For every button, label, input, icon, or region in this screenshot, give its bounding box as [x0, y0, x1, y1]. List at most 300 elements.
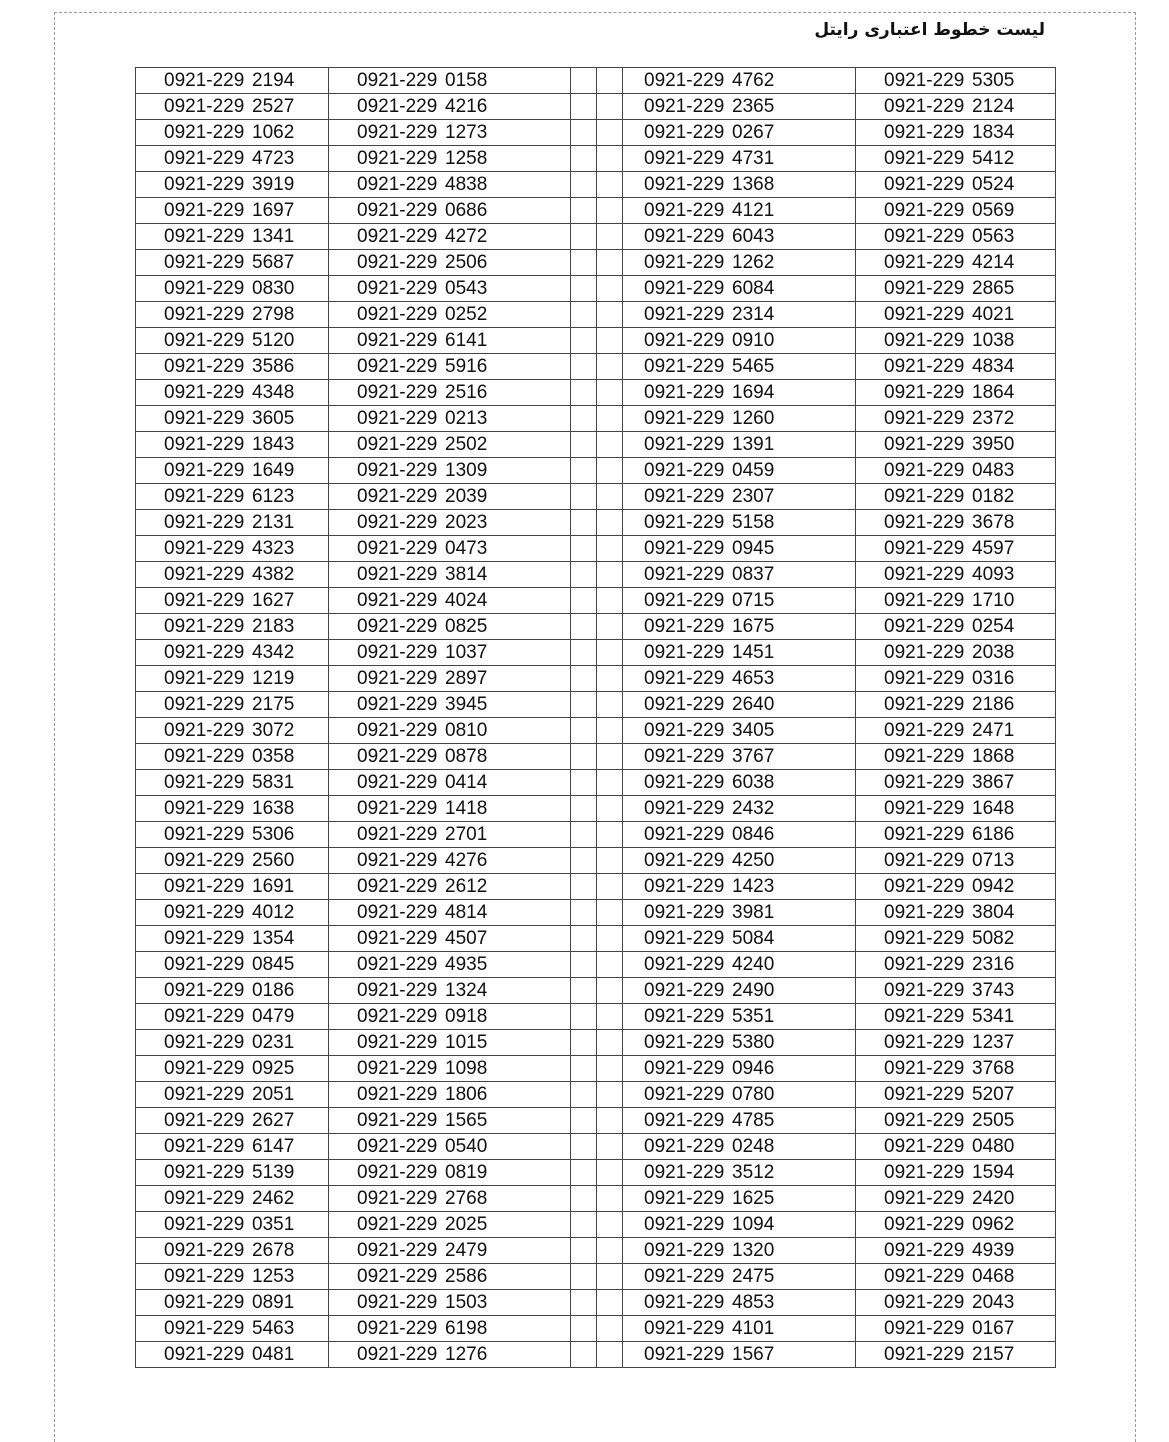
phone-suffix: 4382: [252, 564, 295, 585]
phone-suffix: 2314: [732, 304, 775, 325]
phone-suffix: 0254: [972, 616, 1015, 637]
phone-number-cell: [329, 1108, 571, 1134]
phone-number-cell: [623, 510, 856, 536]
phone-suffix: 1627: [252, 590, 295, 611]
empty-cell: [597, 1030, 623, 1056]
phone-number-cell: [329, 874, 571, 900]
empty-cell: [597, 588, 623, 614]
phone-suffix: 2490: [732, 980, 775, 1001]
phone-prefix: 0921-229: [164, 668, 245, 689]
phone-suffix: 0480: [972, 1136, 1015, 1157]
phone-prefix: 0921-229: [884, 252, 965, 273]
phone-number-cell: [856, 1082, 1056, 1108]
phone-suffix: 0358: [252, 746, 295, 767]
phone-number-cell: [856, 874, 1056, 900]
phone-suffix: 1697: [252, 200, 295, 221]
phone-prefix: 0921-229: [644, 1110, 725, 1131]
phone-prefix: 0921-229: [357, 200, 438, 221]
phone-number-cell: [856, 848, 1056, 874]
phone-prefix: 0921-229: [164, 772, 245, 793]
phone-number-cell: [856, 172, 1056, 198]
empty-cell: [597, 822, 623, 848]
empty-cell: [597, 1108, 623, 1134]
phone-number-cell: [136, 1186, 329, 1212]
phone-number-cell: [136, 198, 329, 224]
phone-prefix: 0921-229: [884, 590, 965, 611]
phone-prefix: 0921-229: [164, 96, 245, 117]
phone-number-cell: [856, 718, 1056, 744]
phone-suffix: 2175: [252, 694, 295, 715]
table-row: [136, 120, 1056, 146]
phone-suffix: 1273: [445, 122, 488, 143]
phone-prefix: 0921-229: [884, 668, 965, 689]
phone-number-cell: [623, 900, 856, 926]
phone-suffix: 5306: [252, 824, 295, 845]
phone-prefix: 0921-229: [164, 1136, 245, 1157]
phone-prefix: 0921-229: [164, 174, 245, 195]
phone-number-cell: [329, 354, 571, 380]
phone-suffix: 4342: [252, 642, 295, 663]
table-row: [136, 1342, 1056, 1368]
phone-suffix: 2039: [445, 486, 488, 507]
phone-number-cell: [329, 328, 571, 354]
phone-suffix: 0182: [972, 486, 1015, 507]
phone-number-cell: [329, 250, 571, 276]
phone-suffix: 1320: [732, 1240, 775, 1261]
phone-number-cell: [136, 718, 329, 744]
phone-prefix: 0921-229: [644, 1162, 725, 1183]
phone-prefix: 0921-229: [884, 1136, 965, 1157]
phone-prefix: 0921-229: [357, 564, 438, 585]
phone-suffix: 0715: [732, 590, 775, 611]
phone-number-cell: [329, 1134, 571, 1160]
phone-prefix: 0921-229: [644, 798, 725, 819]
phone-number-cell: [329, 848, 571, 874]
phone-number-cell: [623, 1160, 856, 1186]
phone-suffix: 2640: [732, 694, 775, 715]
phone-prefix: 0921-229: [644, 564, 725, 585]
phone-prefix: 0921-229: [164, 304, 245, 325]
phone-suffix: 4939: [972, 1240, 1015, 1261]
phone-prefix: 0921-229: [884, 1188, 965, 1209]
phone-suffix: 2560: [252, 850, 295, 871]
phone-prefix: 0921-229: [884, 1084, 965, 1105]
phone-prefix: 0921-229: [884, 954, 965, 975]
phone-suffix: 0830: [252, 278, 295, 299]
phone-number-cell: [856, 1212, 1056, 1238]
phone-number-cell: [856, 406, 1056, 432]
empty-cell: [597, 926, 623, 952]
phone-number-cell: [136, 848, 329, 874]
phone-suffix: 0846: [732, 824, 775, 845]
empty-cell: [571, 874, 597, 900]
phone-suffix: 1015: [445, 1032, 488, 1053]
phone-number-cell: [136, 926, 329, 952]
phone-suffix: 0910: [732, 330, 775, 351]
phone-number-cell: [856, 302, 1056, 328]
phone-prefix: 0921-229: [644, 1006, 725, 1027]
phone-suffix: 0918: [445, 1006, 488, 1027]
empty-cell: [597, 1264, 623, 1290]
phone-prefix: 0921-229: [644, 174, 725, 195]
phone-suffix: 4101: [732, 1318, 775, 1339]
phone-suffix: 0213: [445, 408, 488, 429]
empty-cell: [597, 1160, 623, 1186]
empty-cell: [597, 120, 623, 146]
empty-cell: [571, 198, 597, 224]
phone-suffix: 4012: [252, 902, 295, 923]
empty-cell: [571, 94, 597, 120]
phone-number-cell: [856, 198, 1056, 224]
empty-cell: [571, 432, 597, 458]
phone-suffix: 5158: [732, 512, 775, 533]
phone-number-cell: [623, 1290, 856, 1316]
empty-cell: [571, 1316, 597, 1342]
phone-number-cell: [329, 770, 571, 796]
empty-cell: [597, 1082, 623, 1108]
phone-number-cell: [136, 900, 329, 926]
phone-number-cell: [623, 536, 856, 562]
phone-prefix: 0921-229: [884, 1344, 965, 1365]
phone-number-cell: [856, 432, 1056, 458]
empty-cell: [597, 562, 623, 588]
phone-prefix: 0921-229: [884, 304, 965, 325]
phone-number-cell: [623, 770, 856, 796]
phone-suffix: 5465: [732, 356, 775, 377]
empty-cell: [571, 1030, 597, 1056]
phone-prefix: 0921-229: [357, 174, 438, 195]
empty-cell: [597, 1238, 623, 1264]
phone-number-cell: [856, 146, 1056, 172]
phone-number-cell: [856, 510, 1056, 536]
phone-suffix: 3919: [252, 174, 295, 195]
phone-number-cell: [136, 1264, 329, 1290]
phone-suffix: 5380: [732, 1032, 775, 1053]
phone-number-cell: [623, 822, 856, 848]
phone-suffix: 0231: [252, 1032, 295, 1053]
empty-cell: [571, 718, 597, 744]
phone-suffix: 0878: [445, 746, 488, 767]
phone-number-cell: [856, 94, 1056, 120]
phone-number-cell: [136, 562, 329, 588]
phone-number-cell: [623, 874, 856, 900]
phone-suffix: 1260: [732, 408, 775, 429]
phone-number-cell: [856, 744, 1056, 770]
phone-suffix: 4935: [445, 954, 488, 975]
phone-suffix: 6186: [972, 824, 1015, 845]
phone-suffix: 0459: [732, 460, 775, 481]
table-row: [136, 1030, 1056, 1056]
phone-suffix: 1565: [445, 1110, 488, 1131]
phone-number-cell: [856, 1316, 1056, 1342]
phone-prefix: 0921-229: [644, 434, 725, 455]
table-row: [136, 406, 1056, 432]
phone-suffix: 4785: [732, 1110, 775, 1131]
phone-prefix: 0921-229: [884, 850, 965, 871]
phone-number-cell: [136, 224, 329, 250]
empty-cell: [571, 354, 597, 380]
phone-number-cell: [329, 692, 571, 718]
table-row: [136, 770, 1056, 796]
phone-suffix: 4021: [972, 304, 1015, 325]
phone-suffix: 3678: [972, 512, 1015, 533]
phone-prefix: 0921-229: [357, 278, 438, 299]
phone-number-cell: [623, 484, 856, 510]
phone-number-cell: [329, 458, 571, 484]
phone-prefix: 0921-229: [884, 902, 965, 923]
phone-number-cell: [136, 120, 329, 146]
empty-cell: [597, 1056, 623, 1082]
phone-number-cell: [136, 1056, 329, 1082]
phone-prefix: 0921-229: [357, 70, 438, 91]
empty-cell: [571, 952, 597, 978]
phone-prefix: 0921-229: [164, 512, 245, 533]
phone-prefix: 0921-229: [357, 304, 438, 325]
phone-number-cell: [623, 848, 856, 874]
empty-cell: [571, 276, 597, 302]
phone-suffix: 6141: [445, 330, 488, 351]
phone-suffix: 2462: [252, 1188, 295, 1209]
empty-cell: [571, 770, 597, 796]
phone-suffix: 0481: [252, 1344, 295, 1365]
phone-suffix: 5341: [972, 1006, 1015, 1027]
phone-suffix: 2865: [972, 278, 1015, 299]
phone-prefix: 0921-229: [357, 1058, 438, 1079]
table-row: [136, 1108, 1056, 1134]
phone-prefix: 0921-229: [884, 148, 965, 169]
phone-prefix: 0921-229: [357, 252, 438, 273]
phone-prefix: 0921-229: [884, 642, 965, 663]
phone-suffix: 6038: [732, 772, 775, 793]
phone-prefix: 0921-229: [164, 148, 245, 169]
phone-number-cell: [623, 718, 856, 744]
phone-number-cell: [856, 900, 1056, 926]
phone-suffix: 0248: [732, 1136, 775, 1157]
phone-prefix: 0921-229: [357, 876, 438, 897]
phone-number-cell: [329, 1264, 571, 1290]
phone-number-cell: [856, 926, 1056, 952]
phone-prefix: 0921-229: [164, 850, 245, 871]
phone-suffix: 0186: [252, 980, 295, 1001]
phone-number-cell: [329, 1004, 571, 1030]
phone-prefix: 0921-229: [644, 1084, 725, 1105]
table-row: [136, 1186, 1056, 1212]
phone-suffix: 0468: [972, 1266, 1015, 1287]
phone-prefix: 0921-229: [644, 70, 725, 91]
phone-suffix: 0524: [972, 174, 1015, 195]
phone-prefix: 0921-229: [164, 486, 245, 507]
phone-suffix: 1038: [972, 330, 1015, 351]
phone-prefix: 0921-229: [884, 616, 965, 637]
phone-number-cell: [623, 692, 856, 718]
empty-cell: [571, 1290, 597, 1316]
phone-number-cell: [136, 484, 329, 510]
phone-suffix: 4507: [445, 928, 488, 949]
empty-cell: [597, 328, 623, 354]
empty-cell: [571, 692, 597, 718]
table-row: [136, 640, 1056, 666]
phone-suffix: 0845: [252, 954, 295, 975]
phone-number-cell: [623, 406, 856, 432]
phone-prefix: 0921-229: [164, 694, 245, 715]
phone-suffix: 0563: [972, 226, 1015, 247]
empty-cell: [597, 744, 623, 770]
table-row: [136, 874, 1056, 900]
phone-suffix: 2372: [972, 408, 1015, 429]
phone-number-cell: [329, 978, 571, 1004]
phone-number-cell: [329, 562, 571, 588]
phone-number-cell: [856, 796, 1056, 822]
empty-cell: [597, 1316, 623, 1342]
phone-prefix: 0921-229: [164, 1266, 245, 1287]
phone-prefix: 0921-229: [644, 928, 725, 949]
phone-prefix: 0921-229: [357, 1084, 438, 1105]
phone-suffix: 1354: [252, 928, 295, 949]
phone-number-cell: [136, 1134, 329, 1160]
phone-prefix: 0921-229: [884, 356, 965, 377]
phone-number-cell: [136, 1160, 329, 1186]
phone-prefix: 0921-229: [357, 824, 438, 845]
table-row: [136, 718, 1056, 744]
table-row: [136, 978, 1056, 1004]
phone-suffix: 5305: [972, 70, 1015, 91]
phone-suffix: 2365: [732, 96, 775, 117]
phone-prefix: 0921-229: [644, 304, 725, 325]
phone-prefix: 0921-229: [164, 1344, 245, 1365]
phone-prefix: 0921-229: [884, 564, 965, 585]
phone-suffix: 1648: [972, 798, 1015, 819]
empty-cell: [571, 1056, 597, 1082]
phone-number-cell: [856, 1290, 1056, 1316]
empty-cell: [597, 458, 623, 484]
phone-suffix: 2701: [445, 824, 488, 845]
phone-number-cell: [329, 1030, 571, 1056]
phone-suffix: 1309: [445, 460, 488, 481]
empty-cell: [597, 172, 623, 198]
empty-cell: [597, 874, 623, 900]
phone-number-cell: [136, 1082, 329, 1108]
phone-prefix: 0921-229: [357, 1240, 438, 1261]
phone-number-cell: [623, 978, 856, 1004]
phone-number-cell: [856, 770, 1056, 796]
phone-suffix: 1276: [445, 1344, 488, 1365]
phone-suffix: 5687: [252, 252, 295, 273]
phone-suffix: 1691: [252, 876, 295, 897]
empty-cell: [597, 380, 623, 406]
phone-number-cell: [136, 796, 329, 822]
phone-prefix: 0921-229: [357, 512, 438, 533]
empty-cell: [597, 432, 623, 458]
phone-prefix: 0921-229: [357, 772, 438, 793]
phone-prefix: 0921-229: [644, 1058, 725, 1079]
phone-number-cell: [623, 926, 856, 952]
phone-suffix: 1258: [445, 148, 488, 169]
page-title: لیست خطوط اعتباری رایتل: [814, 20, 1045, 40]
phone-suffix: 2420: [972, 1188, 1015, 1209]
table-row: [136, 926, 1056, 952]
phone-number-cell: [136, 770, 329, 796]
phone-number-cell: [329, 1186, 571, 1212]
phone-number-cell: [623, 146, 856, 172]
phone-number-cell: [856, 1342, 1056, 1368]
phone-suffix: 2307: [732, 486, 775, 507]
empty-cell: [597, 692, 623, 718]
phone-prefix: 0921-229: [884, 408, 965, 429]
phone-number-cell: [136, 588, 329, 614]
phone-prefix: 0921-229: [164, 954, 245, 975]
phone-suffix: 2131: [252, 512, 295, 533]
phone-prefix: 0921-229: [644, 486, 725, 507]
phone-number-cell: [329, 1212, 571, 1238]
phone-suffix: 1451: [732, 642, 775, 663]
phone-number-cell: [329, 120, 571, 146]
phone-number-cell: [856, 822, 1056, 848]
empty-cell: [597, 1186, 623, 1212]
phone-suffix: 2506: [445, 252, 488, 273]
phone-suffix: 3768: [972, 1058, 1015, 1079]
phone-prefix: 0921-229: [164, 356, 245, 377]
phone-number-cell: [856, 484, 1056, 510]
phone-prefix: 0921-229: [164, 1188, 245, 1209]
phone-prefix: 0921-229: [884, 70, 965, 91]
phone-prefix: 0921-229: [884, 1240, 965, 1261]
phone-suffix: 1567: [732, 1344, 775, 1365]
phone-prefix: 0921-229: [164, 642, 245, 663]
table-row: [136, 250, 1056, 276]
phone-suffix: 0837: [732, 564, 775, 585]
phone-suffix: 2186: [972, 694, 1015, 715]
empty-cell: [571, 1264, 597, 1290]
phone-prefix: 0921-229: [164, 226, 245, 247]
empty-cell: [597, 406, 623, 432]
phone-prefix: 0921-229: [644, 850, 725, 871]
phone-prefix: 0921-229: [164, 278, 245, 299]
phone-number-cell: [623, 432, 856, 458]
phone-suffix: 0945: [732, 538, 775, 559]
phone-number-cell: [329, 302, 571, 328]
phone-prefix: 0921-229: [164, 720, 245, 741]
phone-prefix: 0921-229: [357, 746, 438, 767]
phone-number-cell: [856, 1056, 1056, 1082]
phone-suffix: 2025: [445, 1214, 488, 1235]
phone-suffix: 1391: [732, 434, 775, 455]
phone-prefix: 0921-229: [164, 434, 245, 455]
phone-suffix: 1324: [445, 980, 488, 1001]
phone-prefix: 0921-229: [357, 408, 438, 429]
phone-number-cell: [856, 68, 1056, 94]
phone-suffix: 1638: [252, 798, 295, 819]
table-row: [136, 302, 1056, 328]
empty-cell: [571, 848, 597, 874]
table-row: [136, 276, 1056, 302]
empty-cell: [571, 1238, 597, 1264]
phone-suffix: 1594: [972, 1162, 1015, 1183]
phone-suffix: 5916: [445, 356, 488, 377]
phone-suffix: 4723: [252, 148, 295, 169]
phone-prefix: 0921-229: [644, 642, 725, 663]
table-row: [136, 68, 1056, 94]
phone-number-cell: [623, 458, 856, 484]
phone-prefix: 0921-229: [644, 1214, 725, 1235]
phone-suffix: 0473: [445, 538, 488, 559]
phone-number-cell: [856, 978, 1056, 1004]
phone-number-cell: [136, 146, 329, 172]
phone-suffix: 4240: [732, 954, 775, 975]
phone-number-cell: [623, 302, 856, 328]
phone-number-cell: [136, 458, 329, 484]
phone-suffix: 1418: [445, 798, 488, 819]
phone-number-cell: [329, 536, 571, 562]
